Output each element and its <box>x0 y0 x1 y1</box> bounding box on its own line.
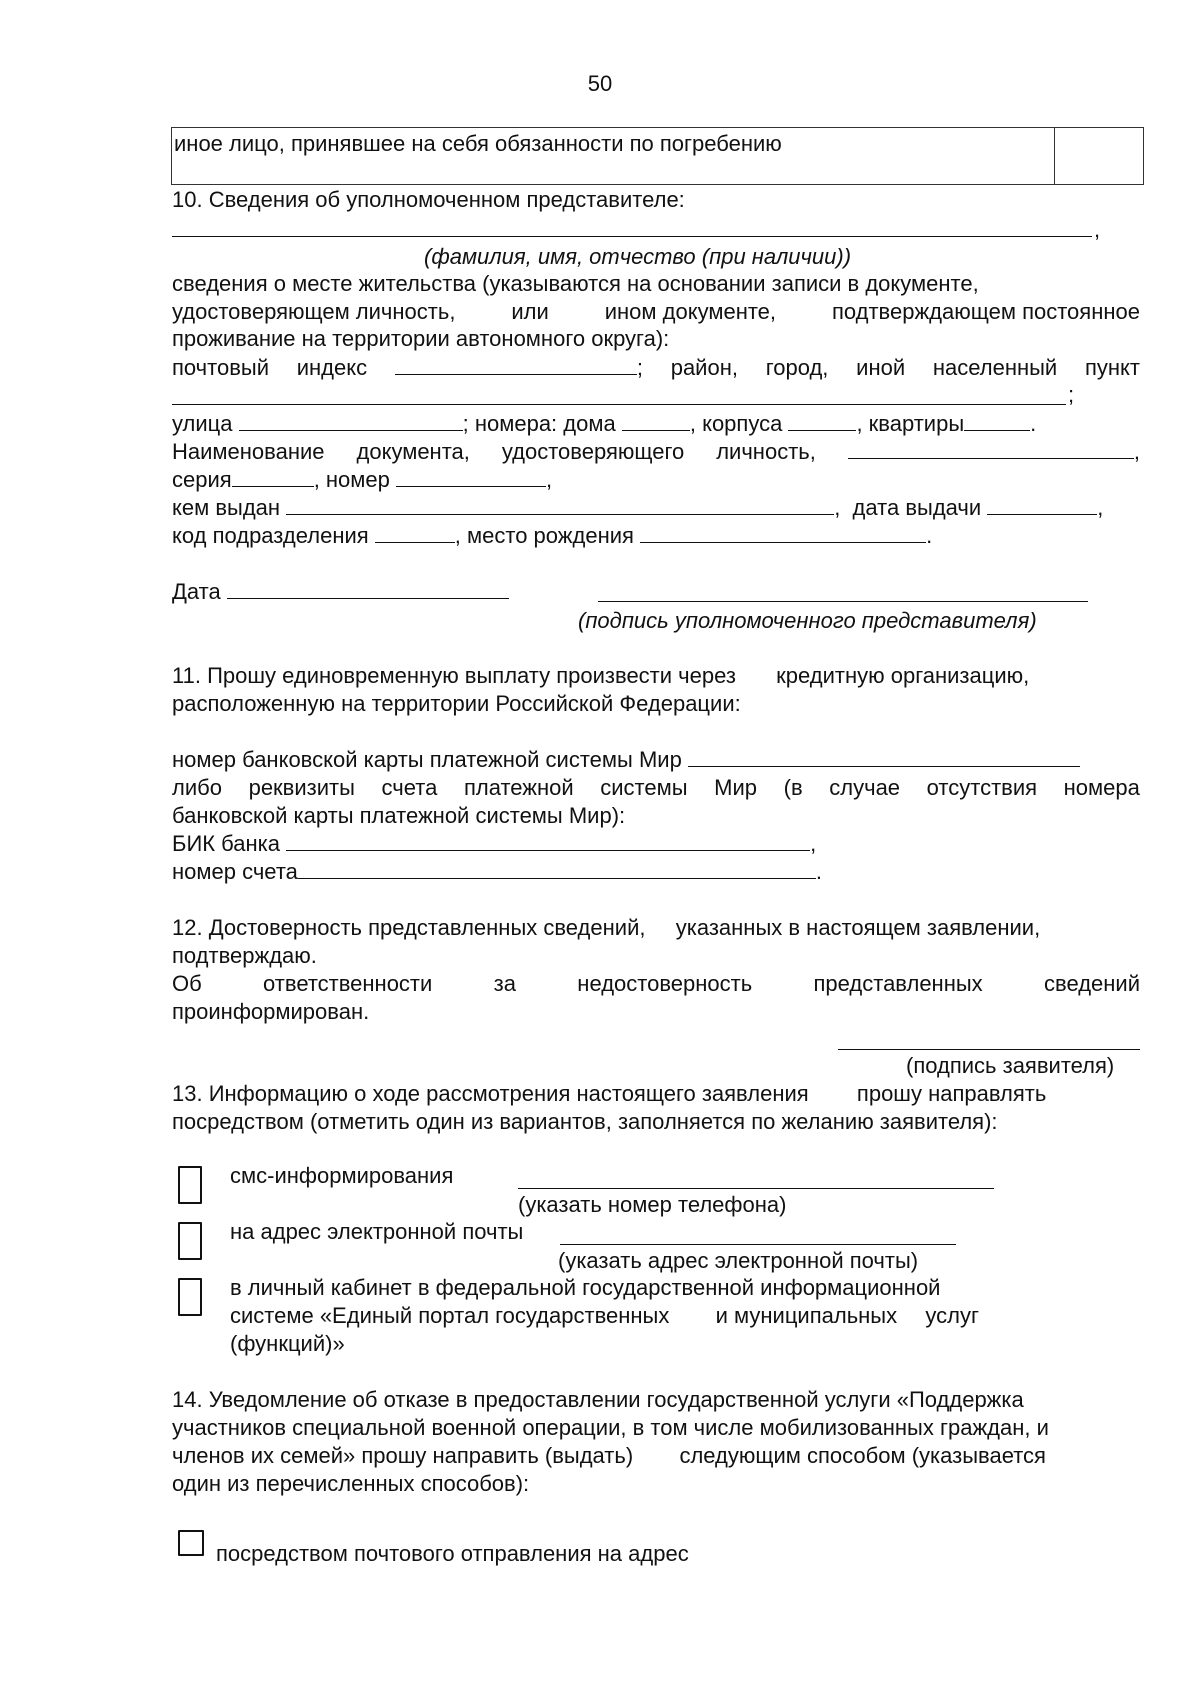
bik-field[interactable] <box>286 830 810 851</box>
card-line <box>172 746 1080 774</box>
birthplace-label: , место рождения <box>454 523 634 548</box>
portal-line-3: (функций)» <box>230 1331 345 1356</box>
portal-checkbox[interactable] <box>178 1278 202 1316</box>
email-label: на адрес электронной почты <box>230 1219 524 1244</box>
text: реквизиты <box>248 775 355 800</box>
text: и муниципальных <box>715 1303 898 1328</box>
section-14-line-4: один из перечисленных способов): <box>172 1471 530 1496</box>
email-field[interactable] <box>560 1244 956 1245</box>
district-label-3: иной <box>856 355 906 380</box>
card-number-field[interactable] <box>688 746 1080 767</box>
account-label: номер счета <box>172 859 298 884</box>
applicant-signature-hint: (подпись заявителя) <box>906 1053 1115 1078</box>
section-11-line-2: расположенную на территории Российской Федерации: <box>172 691 741 716</box>
text: системы <box>600 775 688 800</box>
district-label-5: пункт <box>1084 355 1140 380</box>
text: 12. Достоверность представленных сведений, <box>172 915 646 940</box>
section-14-line-3 <box>172 1442 1046 1470</box>
text: 11. Прошу единовременную выплату произвести через <box>172 663 736 688</box>
street-label: улица <box>172 411 233 436</box>
text: счета <box>381 775 438 800</box>
text: членов их семей» прошу направить (выдать) <box>172 1443 634 1468</box>
doc-label-1: Наименование <box>172 439 325 464</box>
text: 13. Информацию о ходе рассмотрения настоящего заявления <box>172 1081 809 1106</box>
representative-name-line[interactable] <box>172 236 1092 237</box>
text: системе «Единый портал государственных <box>230 1303 670 1328</box>
requisites-line <box>172 774 1140 802</box>
account-field[interactable] <box>298 858 816 879</box>
section-12-line-2: подтверждаю. <box>172 943 317 968</box>
date-label: Дата <box>172 579 221 604</box>
building-label: , корпуса <box>689 411 783 436</box>
text: указанных в настоящем заявлении, <box>675 915 1041 940</box>
issue-date-label: дата выдачи <box>852 495 982 520</box>
text: следующим способом (указывается <box>679 1443 1046 1468</box>
series-label: серия <box>172 467 232 492</box>
house-field[interactable] <box>622 410 690 431</box>
residence-line-1: сведения о месте жительства (указываются на основании записи в документе, <box>172 271 979 296</box>
issued-by-field[interactable] <box>286 494 834 515</box>
text: либо <box>172 775 222 800</box>
postal-label-2: индекс <box>296 355 368 380</box>
text: платежной <box>463 775 574 800</box>
requisites-line-2: банковской карты платежной системы Мир): <box>172 803 626 828</box>
text: за <box>493 971 516 996</box>
table-checkbox-cell[interactable] <box>1055 128 1143 184</box>
email-hint: (указать адрес электронной почты) <box>558 1248 919 1273</box>
text: представленных <box>813 971 983 996</box>
table-text-cell <box>172 128 1055 184</box>
doc-label-3: удостоверяющего <box>501 439 685 464</box>
post-label: посредством почтового отправления на адрес <box>216 1541 689 1566</box>
text: удостоверяющем личность, <box>172 299 456 324</box>
issued-line: кем выдан , дата выдачи , <box>172 495 1104 520</box>
house-label: ; номера: дома <box>462 411 616 436</box>
section-13-line-2: посредством (отметить один из вариантов, заполняется по желанию заявителя): <box>172 1109 998 1134</box>
sms-checkbox[interactable] <box>178 1166 202 1204</box>
section-11-line-1 <box>172 662 1029 690</box>
text: Мир <box>714 775 758 800</box>
district-label-1: район, <box>670 355 738 380</box>
postal-label-1: почтовый <box>172 355 269 380</box>
street-field[interactable] <box>239 410 463 431</box>
district-label-4: населенный <box>932 355 1058 380</box>
text: (в <box>783 775 803 800</box>
text: услуг <box>925 1303 979 1328</box>
birthplace-field[interactable] <box>640 522 926 543</box>
section-12-line-3 <box>172 970 1140 998</box>
section-10-title: 10. Сведения об уполномоченном представителе: <box>172 187 685 212</box>
text: или <box>511 299 549 324</box>
section-14-line-2: участников специальной военной операции, в том числе мобилизованных граждан, и <box>172 1415 1049 1440</box>
text: подтверждающем постоянное <box>831 299 1140 324</box>
district-field[interactable] <box>172 404 1066 405</box>
doc-field-wrap: , <box>848 438 1140 466</box>
doc-name-field[interactable] <box>848 438 1134 459</box>
issue-date-field[interactable] <box>987 494 1097 515</box>
text: Об <box>172 971 202 996</box>
date-field[interactable] <box>227 578 509 599</box>
text: случае <box>829 775 901 800</box>
signature-hint: (подпись уполномоченного представителя) <box>578 608 1037 633</box>
text: сведений <box>1044 971 1140 996</box>
dept-code-label: код подразделения <box>172 523 369 548</box>
text: отсутствия <box>926 775 1038 800</box>
dept-code-field[interactable] <box>375 522 455 543</box>
comma: , <box>1094 217 1101 242</box>
number-label: , номер <box>313 467 390 492</box>
apartment-field[interactable] <box>964 410 1030 431</box>
series-field[interactable] <box>232 466 314 487</box>
section-12-line-4: проинформирован. <box>172 999 370 1024</box>
doc-name-line <box>172 438 1140 466</box>
bik-line: БИК банка , <box>172 831 817 856</box>
text: прошу направлять <box>856 1081 1047 1106</box>
doc-label-4: личность, <box>716 439 816 464</box>
post-checkbox[interactable] <box>178 1530 204 1556</box>
sms-label: смс-информирования <box>230 1163 454 1188</box>
issued-by-label: кем выдан <box>172 495 281 520</box>
date-line <box>172 578 509 606</box>
table-row-text: иное лицо, принявшее на себя обязанности по погребению <box>174 131 782 156</box>
representative-signature-field[interactable] <box>598 601 1088 602</box>
text: кредитную организацию, <box>776 663 1030 688</box>
district-label-2: город, <box>765 355 829 380</box>
postal-field-wrap: ; <box>395 354 643 382</box>
postal-index-field[interactable] <box>395 354 637 375</box>
residence-line-3: проживание на территории автономного округа): <box>172 326 670 351</box>
account-line: номер счета . <box>172 859 823 884</box>
series-line: серия , номер , <box>172 467 553 492</box>
applicant-signature-field[interactable] <box>838 1049 1140 1050</box>
number-field[interactable] <box>396 466 546 487</box>
portal-line-2 <box>230 1302 979 1330</box>
text: ином документе, <box>604 299 777 324</box>
semicolon: ; <box>1068 382 1075 407</box>
address-line: улица ; номера: дома , корпуса , квартиры . <box>172 411 1037 436</box>
section-13-line-1 <box>172 1080 1046 1108</box>
email-checkbox[interactable] <box>178 1222 202 1260</box>
text: недостоверность <box>577 971 753 996</box>
text: ответственности <box>263 971 433 996</box>
doc-label-2: документа, <box>356 439 470 464</box>
dept-line: код подразделения , место рождения . <box>172 523 933 548</box>
building-field[interactable] <box>788 410 856 431</box>
name-hint: (фамилия, имя, отчество (при наличии)) <box>424 244 852 269</box>
portal-line-1: в личный кабинет в федеральной государственной информационной <box>230 1275 941 1300</box>
card-label: номер банковской карты платежной системы Мир <box>172 747 682 772</box>
apartment-label: , квартиры <box>856 411 965 436</box>
phone-field[interactable] <box>518 1188 994 1189</box>
text: номера <box>1063 775 1140 800</box>
postal-line <box>172 354 1140 382</box>
residence-line-2 <box>172 298 1140 326</box>
bik-label: БИК банка <box>172 831 281 856</box>
phone-hint: (указать номер телефона) <box>518 1192 787 1217</box>
applicant-type-table <box>171 127 1144 185</box>
section-12-line-1 <box>172 914 1040 942</box>
page-number: 50 <box>587 71 613 96</box>
section-14-line-1: 14. Уведомление об отказе в предоставлении государственной услуги «Поддержка <box>172 1387 1024 1412</box>
